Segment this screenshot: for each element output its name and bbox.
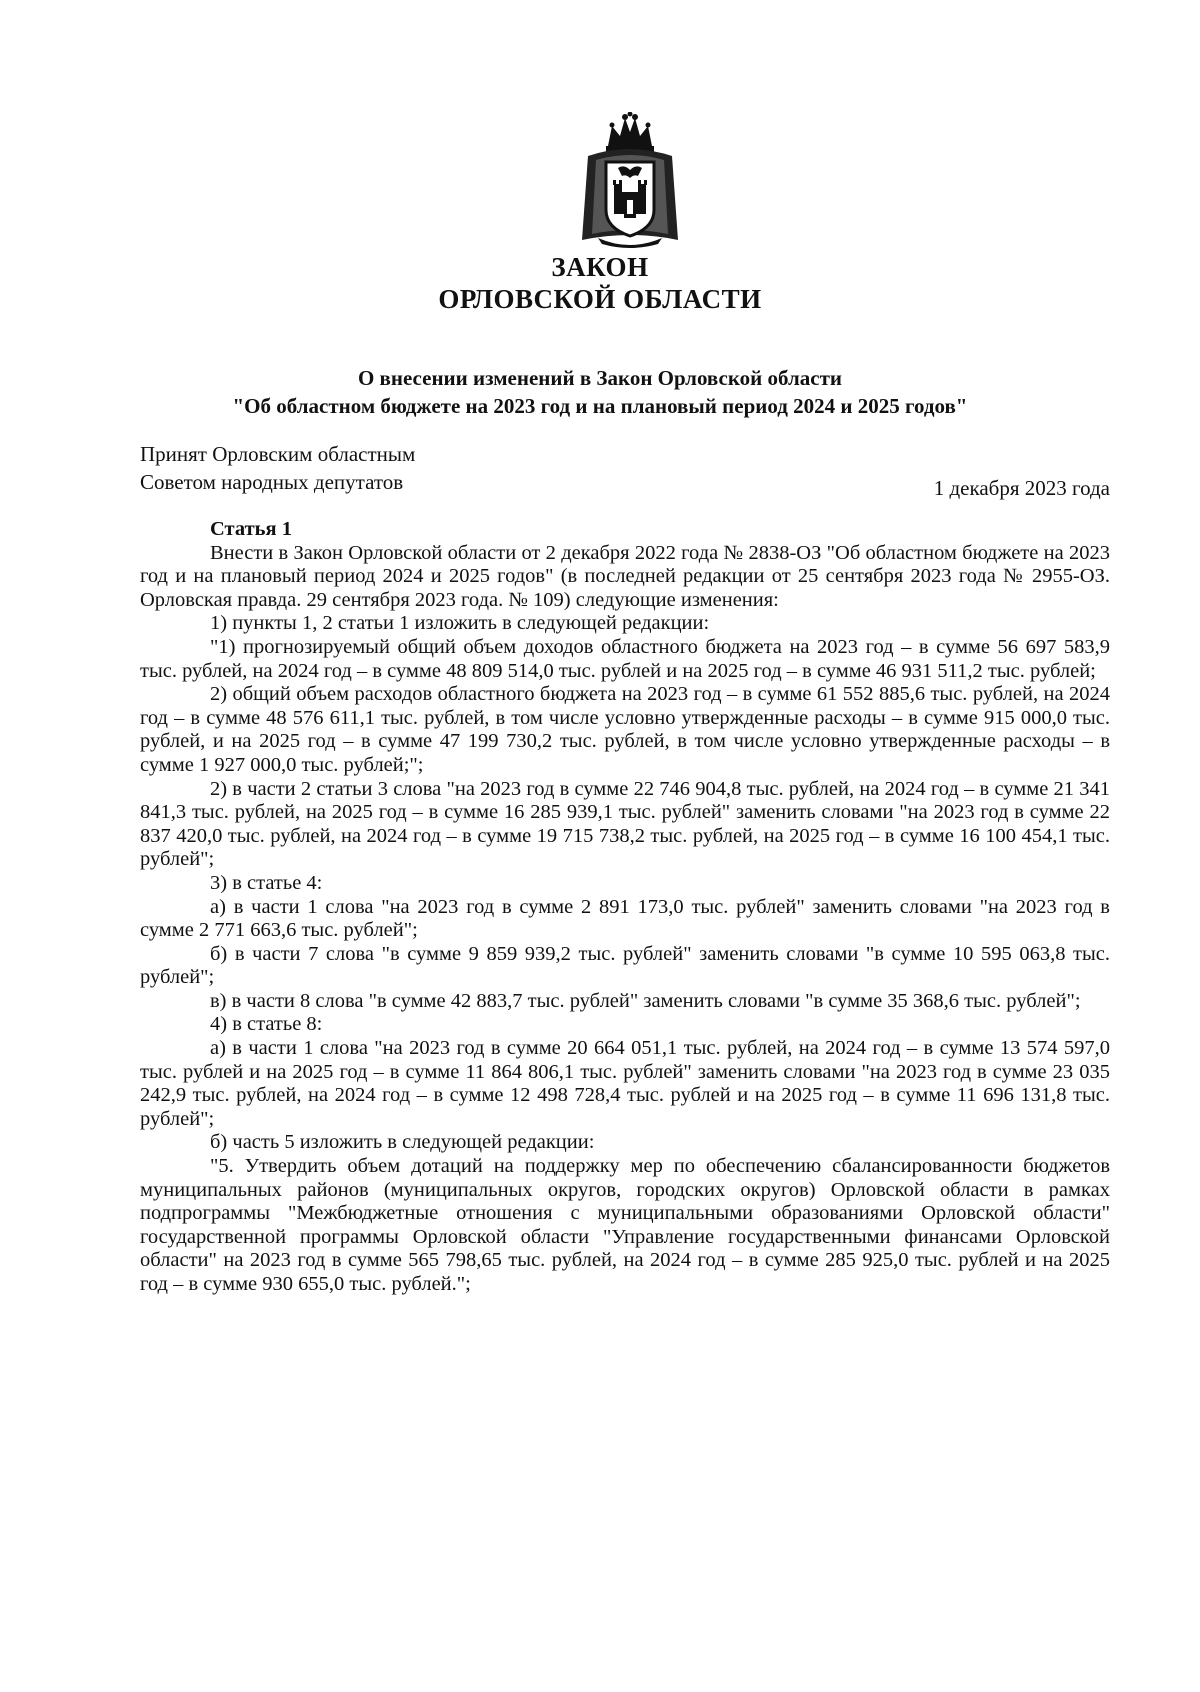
paragraph: 4) в статье 8: [210,1013,323,1036]
paragraph: "5. Утвердить объем дотаций на поддержку мер по обеспечению сбалансированности бюджетов муниципальных районов (муниципальных округов, городских округов) Орловской области в рамках подпрограммы "Межбюджетные отношения с муниципальными образованиями Орловской области" государственной программы Орловской области "Управление государственными финансами Орловской области" на 2023 год в сумме 565 798,65 тыс. рублей, на 2024 год – в сумме 285 925,0 тыс. рублей и на 2025 год – в сумме 930 655,0 тыс. рублей."; [140,1155,1110,1295]
paragraph: в) в части 8 слова "в сумме 42 883,7 тыс. рублей" заменить словами "в сумме 35 368,6 тыс. рублей"; [210,989,1081,1012]
paragraph: Внести в Закон Орловской области от 2 декабря 2022 года № 2838-ОЗ "Об областном бюджете на 2023 год и на плановый период 2024 и 2025 годов" (в последней редакции от 25 сентября 2023 года № 2955-ОЗ. Орловская правда. 29 сентября 2023 года. № 109) следующие изменения: [140,541,1110,611]
law-body [140,518,1110,1297]
paragraph: а) в части 1 слова "на 2023 год в сумме 20 664 051,1 тыс. рублей, на 2024 год – в сумме 13 574 597,0 тыс. рублей и на 2025 год – в сумме 11 864 806,1 тыс. рублей" заменить словами "на 2023 год в сумме 23 035 242,9 тыс. рублей, на 2024 год – в сумме 12 498 728,4 тыс. рублей и на 2025 год – в сумме 11 696 131,8 тыс. рублей"; [140,1037,1110,1130]
paragraph: б) в части 7 слова "в сумме 9 859 939,2 тыс. рублей" заменить словами "в сумме 10 595 063,8 тыс. рублей"; [140,942,1110,989]
document-title-line1: ЗАКОН [551,252,649,282]
article-heading: Статья 1 [210,518,292,540]
document-title-line2: ОРЛОВСКОЙ ОБЛАСТИ [438,284,762,314]
paragraph: 1) пункты 1, 2 статьи 1 изложить в следующей редакции: [210,612,710,635]
document-subtitle-line1: О внесении изменений в Закон Орловской области [357,366,843,390]
document-subtitle-line2: "Об областном бюджете на 2023 год и на плановый период 2024 и 2025 годов" [232,394,968,418]
adoption-line-2: Советом народных депутатов [140,470,404,494]
adoption-line-1: Принят Орловским областным [140,442,416,466]
paragraph: "1) прогнозируемый общий объем доходов областного бюджета на 2023 год – в сумме 56 697 583,9 тыс. рублей, на 2024 год – в сумме 48 809 514,0 тыс. рублей и на 2025 год – в сумме 46 931 511,2 тыс. рублей; [140,635,1110,682]
adoption-date: 1 декабря 2023 года [933,476,1110,500]
paragraph: 3) в статье 4: [210,871,323,894]
paragraph: а) в части 1 слова "на 2023 год в сумме 2 891 173,0 тыс. рублей" заменить словами "на 2023 год в сумме 2 771 663,6 тыс. рублей"; [140,895,1110,942]
adoption-note [140,440,415,496]
paragraph: б) часть 5 изложить в следующей редакции: [210,1131,595,1154]
coat-of-arms-icon [578,112,682,250]
paragraph: 2) в части 2 статьи 3 слова "на 2023 год в сумме 22 746 904,8 тыс. рублей, на 2024 год – в сумме 21 341 841,3 тыс. рублей, на 2025 год – в сумме 16 285 939,1 тыс. рублей" заменить словами "на 2023 год в сумме 22 837 420,0 тыс. рублей, на 2024 год – в сумме 19 715 738,2 тыс. рублей, на 2025 год – в сумме 16 100 454,1 тыс. рублей"; [140,777,1110,871]
paragraph: 2) общий объем расходов областного бюджета на 2023 год – в сумме 61 552 885,6 тыс. рублей, на 2024 год – в сумме 48 576 611,1 тыс. рублей, в том числе условно утвержденные расходы – в сумме 915 000,0 тыс. рублей, и на 2025 год – в сумме 47 199 730,2 тыс. рублей, в том числе условно утвержденные расходы – в сумме 1 927 000,0 тыс. рублей;"; [140,683,1110,776]
